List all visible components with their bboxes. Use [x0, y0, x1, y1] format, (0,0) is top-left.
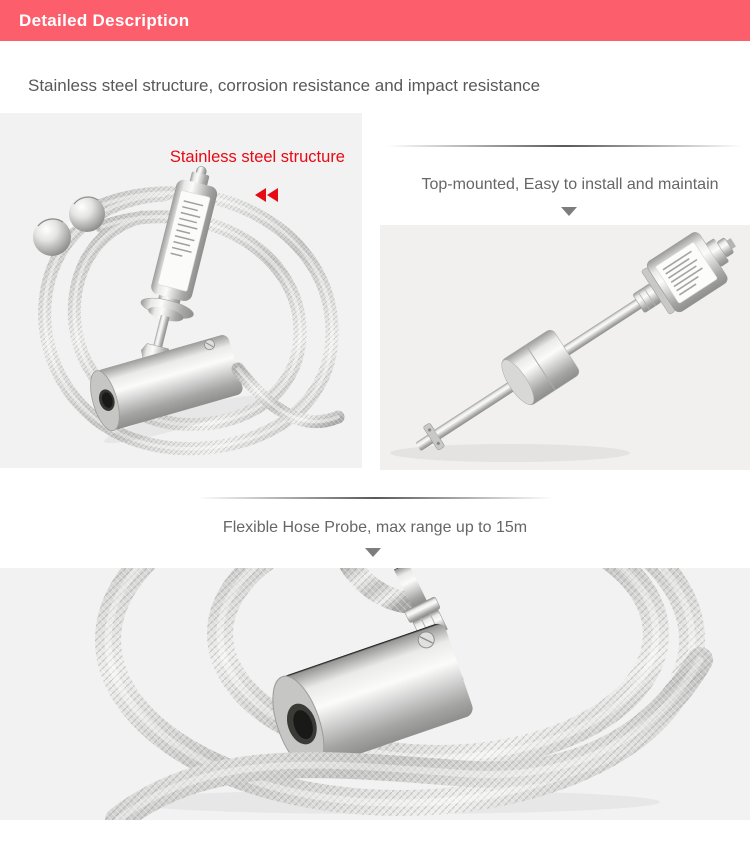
rod-sensor-assembly — [402, 225, 750, 470]
triangle-left-icon — [255, 188, 266, 202]
intro-text: Stainless steel structure, corrosion resistance and impact resistance — [28, 76, 541, 95]
hose-closeup-illustration — [0, 568, 750, 820]
top-mounted-sensor-illustration — [380, 225, 750, 470]
stainless-structure-label: Stainless steel structure — [169, 148, 345, 166]
triangle-down-icon — [561, 207, 577, 216]
section-title: Detailed Description — [19, 10, 190, 30]
triangle-left-icon — [267, 188, 278, 202]
bottom-product-image — [0, 568, 750, 820]
left-product-image — [0, 113, 362, 468]
triangle-down-icon — [365, 548, 381, 557]
double-left-arrows-icon — [254, 188, 278, 202]
float — [496, 328, 582, 410]
flexible-hose-caption: Flexible Hose Probe, max range up to 15m — [222, 519, 528, 536]
mid-section-divider — [197, 497, 553, 499]
top-mounted-caption: Top-mounted, Easy to install and maintain — [421, 176, 719, 193]
section-header — [0, 0, 750, 41]
right-product-image — [380, 225, 750, 470]
right-section-divider — [387, 145, 743, 147]
